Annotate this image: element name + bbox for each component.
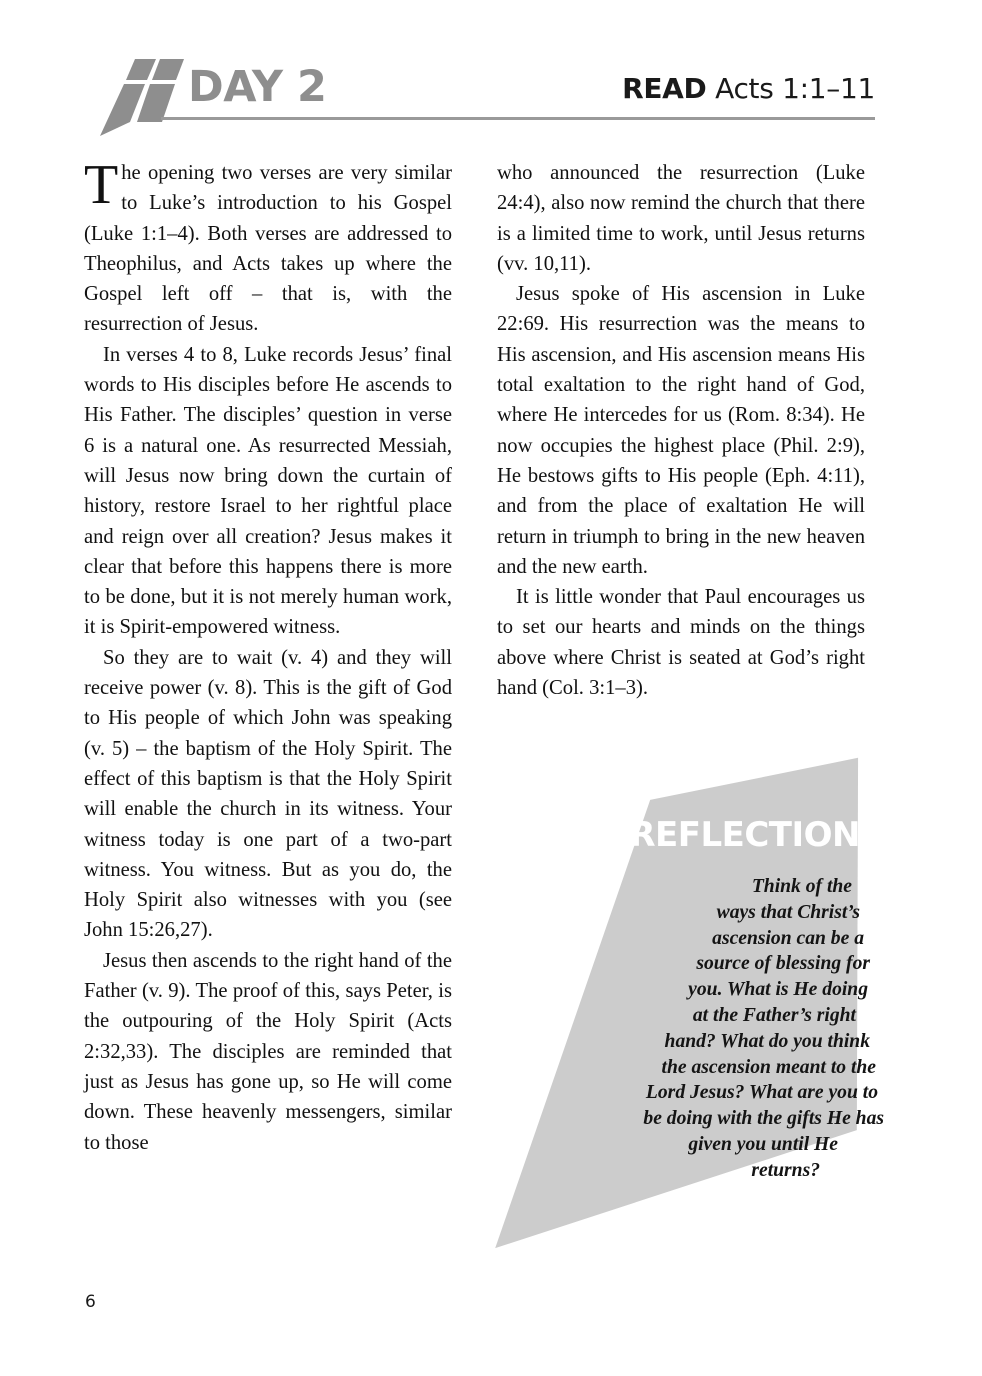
paragraph: So they are to wait (v. 4) and they will receive power (v. 8). This is the gift of God to His people of which John was speaking (v. 5) – the baptism of the Holy Spirit. The effect of this baptism is that the Holy Spirit will enable the church in its witness. Your witness today is one part of a two-part witness. You witness. But as you do, the Holy Spirit also witnesses with you (see John 15:26,27). bbox=[84, 646, 452, 942]
reflection-line: at the Father’s right bbox=[692, 1004, 856, 1026]
reflection-line: Lord Jesus? What are you to bbox=[645, 1082, 878, 1104]
paragraph: Jesus then ascends to the right hand of the Father (v. 9). The proof of this, says Peter, is the outpouring of the Holy Spirit (Acts 2:32,33). The disciples are reminded that just as Jesus has gone up, so He will come down. These heavenly messengers, similar to those bbox=[84, 949, 452, 1154]
reflection-line: be doing with the gifts He has bbox=[643, 1108, 884, 1130]
paragraph: Jesus spoke of His ascension in Luke 22:69. His resurrection was the means to His ascension, and His ascension means His total exaltation to the right hand of God, where He intercedes for us (Rom. 8:34). He now occupies the highest place (Phil. 2:9), He bestows gifts to His people (Eph. 4:11), and from the place of exaltation He will return in triumph to bring in the new heaven and the new earth. bbox=[497, 283, 865, 578]
day-title: DAY 2 bbox=[188, 62, 327, 112]
body-column-right bbox=[497, 158, 865, 703]
page-header bbox=[0, 0, 982, 140]
drop-cap: T bbox=[84, 154, 119, 216]
paragraph: who announced the resurrection (Luke 24:4), also now remind the church that there is a limited time to work, until Jesus returns (vv. 10,11). bbox=[497, 162, 865, 275]
paragraph: In verses 4 to 8, Luke records Jesus’ final words to His disciples before He ascends to His Father. The disciples’ question in verse 6 is a natural one. As resurrected Messiah, will Jesus now bring down the curtain of history, restore Israel to her rightful place and reign over all creation? Jesus makes it clear that before this happens there is more to be done, but it is not merely human work, it is Spirit-empowered witness. bbox=[84, 343, 452, 639]
header-divider bbox=[161, 117, 875, 120]
reflection-line: you. What is He doing bbox=[688, 979, 868, 1001]
reflection-line: Think of the bbox=[751, 876, 852, 897]
read-label: READ bbox=[622, 72, 707, 105]
reflection-line: hand? What do you think bbox=[664, 1030, 870, 1052]
page-number: 6 bbox=[85, 1292, 96, 1312]
reflection-line: source of blessing for bbox=[696, 953, 870, 975]
reflection-line: the ascension meant to the bbox=[661, 1056, 876, 1078]
reflection-body bbox=[470, 874, 890, 1184]
reflection-title: REFLECTION bbox=[629, 815, 860, 855]
cross-banner-logo-icon bbox=[100, 56, 188, 138]
reflection-callout bbox=[470, 750, 890, 1270]
paragraph bbox=[84, 154, 452, 340]
read-passage: Acts 1:1–11 bbox=[706, 72, 875, 105]
paragraph-text: he opening two verses are very similar to Luke’s introduction to his Gospel (Luke 1:1–4). Both verses are addressed to Theophilus, and Acts takes up where the Gospel left off – that is, with the resurrection of Jesus. bbox=[84, 162, 452, 336]
reflection-line: returns? bbox=[751, 1159, 820, 1181]
reflection-line: ascension can be a bbox=[712, 927, 864, 949]
reflection-line: ways that Christ’s bbox=[716, 901, 860, 923]
reflection-content bbox=[470, 750, 890, 1270]
paragraph: It is little wonder that Paul encourages us to set our hearts and minds on the things above where Christ is seated at God’s right hand (Col. 3:1–3). bbox=[497, 586, 865, 700]
body-column-left bbox=[84, 154, 452, 1158]
read-reference bbox=[622, 72, 875, 105]
reflection-line: given you until He bbox=[688, 1133, 838, 1155]
